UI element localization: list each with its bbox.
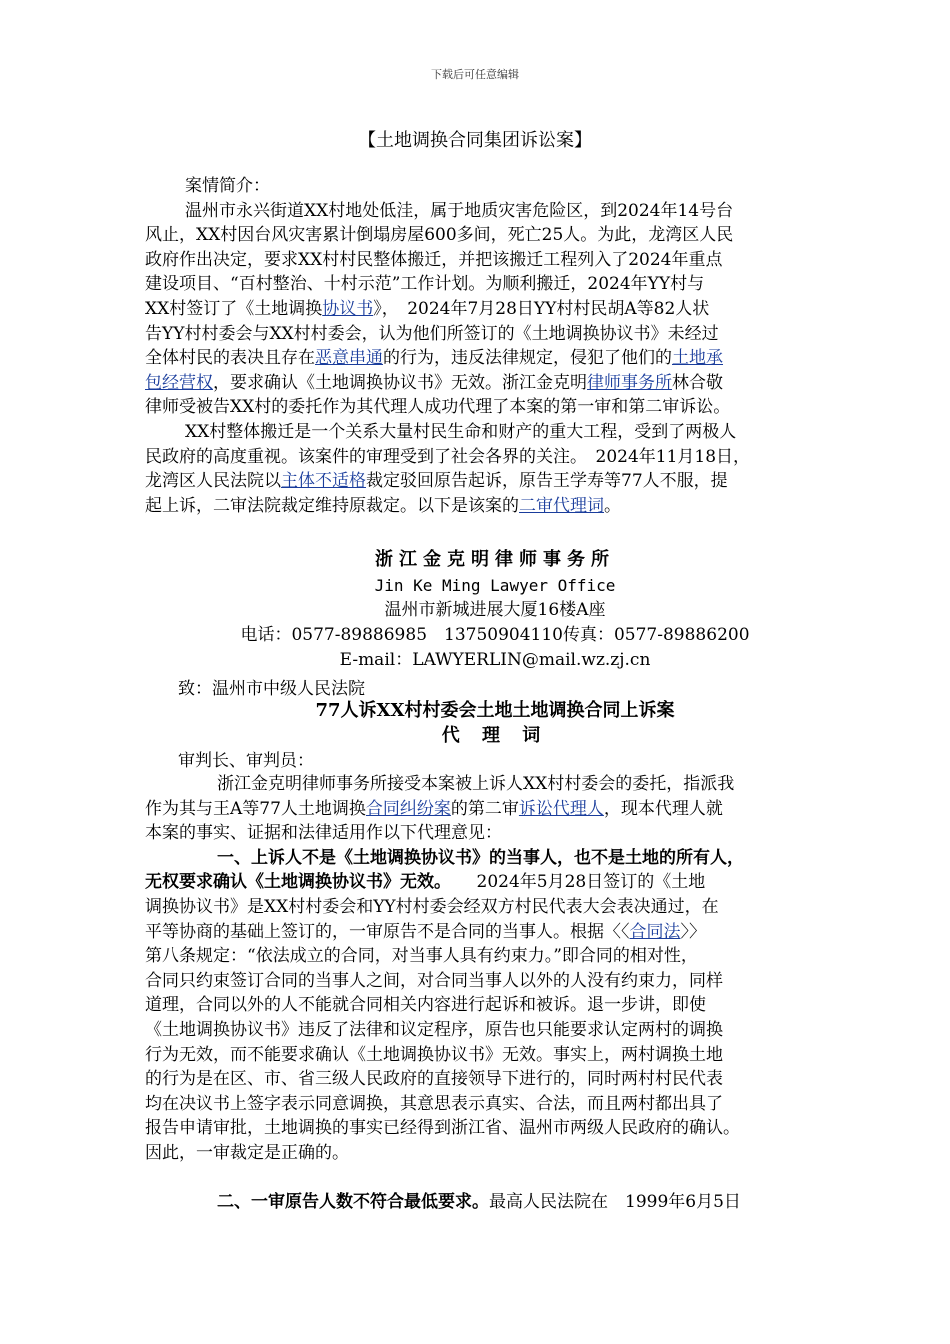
- text: 起上诉，二审法院裁定维持原裁定。以下是该案的: [145, 495, 519, 516]
- p5-line: [145, 1190, 820, 1215]
- p4-line: 的行为是在区、市、省三级人民政府的直接领导下进行的，同时两村村民代表: [145, 1069, 723, 1090]
- text: 裁定驳回原告起诉，原告王学寿等77人不服，提: [366, 471, 728, 492]
- p1-line: [145, 297, 820, 322]
- link-contract-dispute[interactable]: 合同纠纷案: [365, 798, 451, 819]
- text: 的第二审: [450, 798, 519, 819]
- document-title: 【土地调换合同集团诉讼案】: [358, 130, 592, 151]
- link-land-contract-cont[interactable]: 包经营权: [145, 372, 213, 393]
- p1-line: 政府作出决定，要求XX村村民整体搬迁，并把该搬迁工程列入了2024年重点: [145, 249, 723, 270]
- link-agreement[interactable]: 协议书: [322, 298, 374, 319]
- p4-line: 均在决议书上签字表示同意调换，其意思表示真实、合法，而且两村都出具了: [145, 1093, 723, 1114]
- p2-line: [145, 494, 820, 519]
- summary-label: 案情简介：: [185, 176, 270, 196]
- text: 2024年5月28日签订的《土地: [442, 872, 706, 893]
- p4-line: 《土地调换协议书》违反了法律和议定程序，原告也只能要求认定两村的调换: [145, 1019, 723, 1040]
- text: 全体村民的表决且存在: [145, 348, 315, 369]
- appeal-title: [145, 698, 845, 748]
- link-collusion[interactable]: 恶意串通: [315, 348, 383, 369]
- p2-line: 民政府的高度重视。该案件的审理受到了社会各界的关注。 2024年11月18日，: [145, 446, 751, 467]
- p4-line: [145, 920, 820, 945]
- p4-line: 报告申请审批，土地调换的事实已经得到浙江省、温州市两级人民政府的确认。: [145, 1118, 740, 1139]
- opinion-body: [145, 772, 820, 1214]
- point-one-heading: 一、上诉人不是《土地调换协议书》的当事人，也不是土地的所有人，: [217, 847, 744, 868]
- text: 。: [604, 495, 621, 516]
- case-summary: [145, 174, 820, 518]
- p1-line: 温州市永兴街道XX村地处低洼，属于地质灾害危险区，到2024年14号台: [185, 200, 734, 221]
- point-two-heading: 二、一审原告人数不符合最低要求。: [217, 1191, 489, 1212]
- link-improper-subject[interactable]: 主体不适格: [281, 471, 366, 492]
- text: 平等协商的基础上签订的，一审原告不是合同的当事人。根据〈〈: [145, 921, 630, 942]
- greeting: 审判长、审判员：: [178, 751, 314, 771]
- p1-line: [145, 371, 820, 396]
- office-address: 温州市新城进展大厦16楼A座: [384, 600, 606, 620]
- p4-line: 因此，一审裁定是正确的。: [145, 1142, 349, 1163]
- appeal-title-text: 77人诉XX村村委会土地土地调换合同上诉案: [315, 700, 675, 721]
- text: 龙湾区人民法院以: [145, 471, 281, 492]
- link-land-contract[interactable]: 土地承: [672, 348, 723, 369]
- p4-line: 道理，合同以外的人不能就合同相关内容进行起诉和被诉。退一步讲，即使: [145, 995, 706, 1016]
- office-english: Jin Ke Ming Lawyer Office: [374, 576, 616, 595]
- appeal-subtitle: 代 理 词: [441, 725, 549, 746]
- addressee: 致：温州市中级人民法院: [178, 679, 365, 699]
- p3-line: [145, 797, 820, 822]
- link-law-firm[interactable]: 律师事务所: [587, 372, 672, 393]
- p1-line: 建设项目、“百村整治、十村示范”工作计划。为顺利搬迁，2024年YY村与: [145, 274, 705, 295]
- p4-line: 第八条规定：“依法成立的合同，对当事人具有约束力。”即合同的相对性，: [145, 946, 698, 967]
- link-litigation-agent[interactable]: 诉讼代理人: [518, 798, 604, 819]
- text: ，现本代理人就: [603, 798, 723, 819]
- spacer: [145, 1166, 820, 1190]
- office-name: 浙江金克明律师事务所: [375, 549, 615, 570]
- text: 作为其与王A等77人土地调换: [145, 798, 366, 819]
- p3-line: 本案的事实、证据和法律适用作以下代理意见：: [145, 823, 502, 844]
- p3-line: 浙江金克明律师事务所接受本案被上诉人XX村村委会的委托，指派我: [217, 774, 735, 794]
- text: XX村签订了《土地调换: [145, 298, 323, 319]
- p1-line: 风止，XX村因台风灾害累计倒塌房屋600多间，死亡25人。为此，龙湾区人民: [145, 225, 734, 246]
- p4-line: [145, 870, 820, 895]
- text: 》， 2024年7月28日YY村村民胡A等82人状: [373, 298, 710, 319]
- p2-line: [145, 469, 820, 494]
- p4-line: 合同只约束签订合同的当事人之间，对合同当事人以外的人没有约束力，同样: [145, 970, 723, 991]
- p1-line: 律师受被告XX村的委托作为其代理人成功代理了本案的第一审和第二审诉讼。: [145, 397, 731, 418]
- text: 林合敬: [672, 372, 723, 393]
- office-phone: 电话：0577-89886985 13750904110传真：0577-89886200: [240, 625, 750, 645]
- text: 的行为，违反法律规定，侵犯了他们的: [383, 348, 672, 369]
- text: ，要求确认《土地调换协议书》无效。浙江金克明: [213, 372, 587, 393]
- text: 〉〉: [680, 921, 706, 942]
- point-one-heading-cont: 无权要求确认《土地调换协议书》无效。: [145, 872, 443, 893]
- p4-line: 调换协议书》是XX村村委会和YY村村委会经双方村民代表大会表决通过，在: [145, 896, 719, 917]
- header-note: 下载后可任意编辑: [431, 68, 519, 81]
- p4-line: 行为无效，而不能要求确认《土地调换协议书》无效。事实上，两村调换土地: [145, 1044, 723, 1065]
- p1-line: [145, 346, 820, 371]
- p2-line: XX村整体搬迁是一个关系大量村民生命和财产的重大工程，受到了两极人: [185, 421, 737, 442]
- office-email: E-mail：LAWYERLIN@mail.wz.zj.cn: [339, 650, 651, 670]
- link-contract-law[interactable]: 合同法: [629, 921, 681, 942]
- p1-line: 告YY村村委会与XX村村委会，认为他们所签订的《土地调换协议书》未经过: [145, 323, 719, 344]
- link-second-instance[interactable]: 二审代理词: [519, 495, 604, 516]
- text: 最高人民法院在 1999年6月5日: [489, 1191, 741, 1212]
